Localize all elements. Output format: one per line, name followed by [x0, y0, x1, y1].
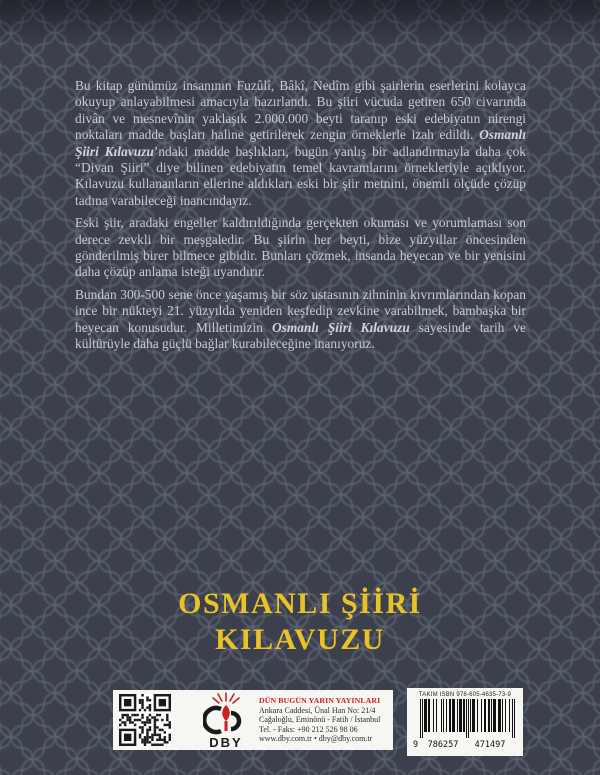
publisher-address-1: Ankara Caddesi, Ünal Han No: 21/4 — [259, 705, 376, 715]
barcode-panel — [407, 688, 523, 756]
title-line-2: KILAVUZU — [215, 623, 385, 656]
book-title — [0, 586, 600, 658]
paragraph: Bu kitap günümüz insanının Fuzûlî, Bâkî, Nedîm gibi şairlerin eserlerini kolayca okuyup anlayabilmesi amacıyla hazırlandı. Bu şiiri vücuda getiren 650 civarında divân ve mesnevînin yaklaşık 2.000.000 beyti taranıp eski edebiyatın nirengi noktaları madde başları haline getirilerek zengin örneklerle izah edildi. Osmanlı Şiiri Kılavuzu’ndaki madde başlıkları, bugün yanlış bir adlandırmayla daha çok “Divan Şiiri” diye bilinen edebiyatın temel kavramlarını örnekleriyle açıklıyor. Kılavuzu kullananların ellerine aldıkları eski bir şiir metnini, önemli ölçüde çözüp tadına varabileceği inancındayız. — [75, 78, 526, 208]
publisher-web: www.dby.com.tr • dby@dby.com.tr — [259, 734, 373, 744]
barcode-digits-right: 471497 — [474, 740, 506, 749]
paragraph: Bundan 300-500 sene önce yaşamış bir söz ustasının zihninin kıvrımlarından kopan ince bir nükteyi 21. yüzyılda yeniden keşfedip zevkine varabilmek, bambaşka bir heyecan konusudur. Milletimizin Osmanlı Şiiri Kılavuzu sayesinde tarih ve kültürüyle daha güçlü bağlar kurabileceğine inanıyoruz. — [75, 286, 526, 352]
barcode-digits-left: 786257 — [427, 740, 459, 749]
paragraph: Eski şiir, aradaki engeller kaldırıldığında gerçekten okuması ve yorumlaması son derece zevkli bir meşgaledir. Bu şiirin her beyti, bize yüzyıllar öncesinden gönderilmiş birer bilmece gibidir. Bunları çözmek, insanda heyecan ve bir yenisini daha çözüp anlama isteği uyandırır. — [75, 215, 526, 280]
title-line-1: OSMANLI ŞİİRİ — [178, 587, 422, 620]
publisher-address-2: Cağaloğlu, Eminönü - Fatih / İstanbul — [259, 715, 381, 725]
publisher-logo-text: DBY — [209, 735, 243, 749]
ean13-barcode — [410, 699, 520, 749]
barcode-digit-first: 9 — [413, 740, 419, 749]
publisher-logo-icon — [203, 691, 249, 749]
qr-code-icon — [119, 694, 171, 746]
body-paragraphs — [75, 78, 526, 359]
publisher-name: DÜN BUGÜN YARIN YAYINLARI — [259, 696, 381, 706]
publisher-panel — [113, 690, 393, 750]
isbn-label: TAKIM ISBN 978-605-4635-73-9 — [418, 692, 512, 698]
publisher-info — [259, 696, 383, 744]
publisher-phone: Tel. - Faks: +90 212 526 98 06 — [259, 724, 358, 734]
